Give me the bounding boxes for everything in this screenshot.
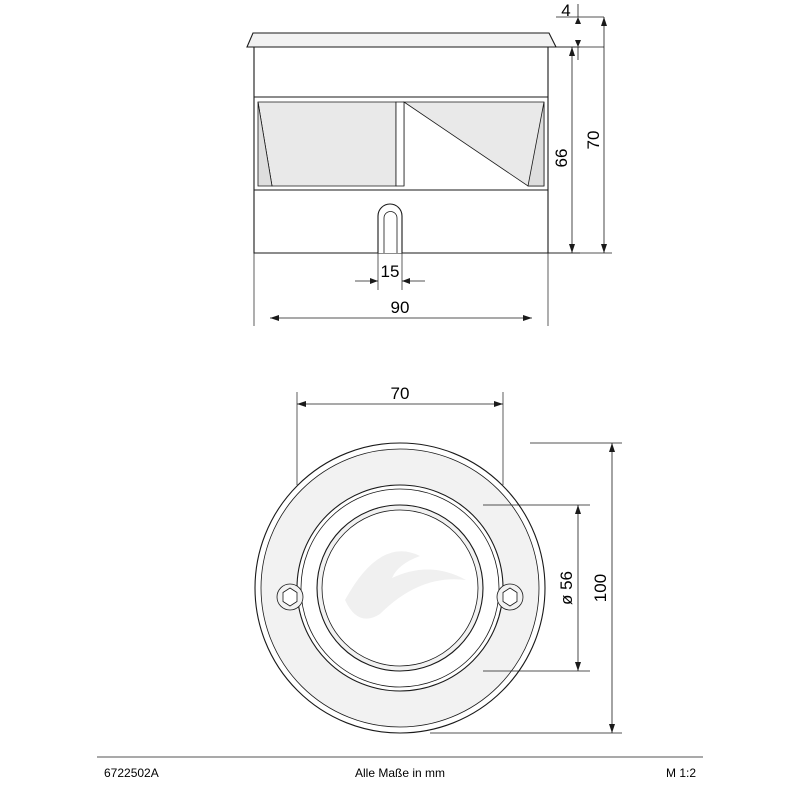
cable-entry-inner — [384, 212, 397, 253]
reflector-left — [258, 102, 396, 186]
title-block — [97, 757, 703, 780]
hex-screw-icon-right — [497, 584, 523, 610]
arrow-66-bottom — [569, 244, 575, 253]
hex-screw-icon-left — [277, 584, 303, 610]
dim-label-glass-diameter: ø 56 — [557, 570, 576, 606]
dim-label-outer-diameter: 100 — [591, 573, 610, 603]
side-elevation-view — [247, 1, 612, 326]
arrow-70-bottom — [601, 244, 607, 253]
arrow-70-top — [601, 17, 607, 26]
units-note: Alle Maße in mm — [354, 766, 446, 780]
arrow-100-bottom — [609, 724, 615, 733]
arrow-15-right — [402, 278, 410, 284]
dim-label-body-height: 66 — [552, 148, 571, 168]
dim-label-total-height: 70 — [584, 130, 603, 150]
flange-plate — [247, 33, 556, 47]
drawing-number: 6722502A — [104, 766, 159, 780]
dim-label-recess-diameter: 70 — [390, 384, 410, 403]
dim-label-flange-thickness: 4 — [561, 1, 571, 20]
arrow-d56-bottom — [575, 662, 581, 671]
arrow-top70-right — [494, 401, 503, 407]
arrow-15-left — [370, 278, 378, 284]
dim-label-flange-width: 90 — [390, 298, 410, 317]
arrow-top70-left — [297, 401, 306, 407]
arrow-d56-top — [575, 505, 581, 514]
dim-label-cable-entry-width: 15 — [380, 262, 400, 281]
arrow-90-left — [270, 315, 279, 321]
scale-label: M 1:2 — [665, 766, 696, 780]
reflector-center-gap — [396, 102, 404, 186]
arrow-4-top — [575, 17, 581, 24]
arrow-90-right — [523, 315, 532, 321]
arrow-4-bottom — [575, 40, 581, 47]
arrow-66-top — [569, 47, 575, 56]
arrow-100-top — [609, 443, 615, 452]
top-view — [255, 384, 622, 733]
